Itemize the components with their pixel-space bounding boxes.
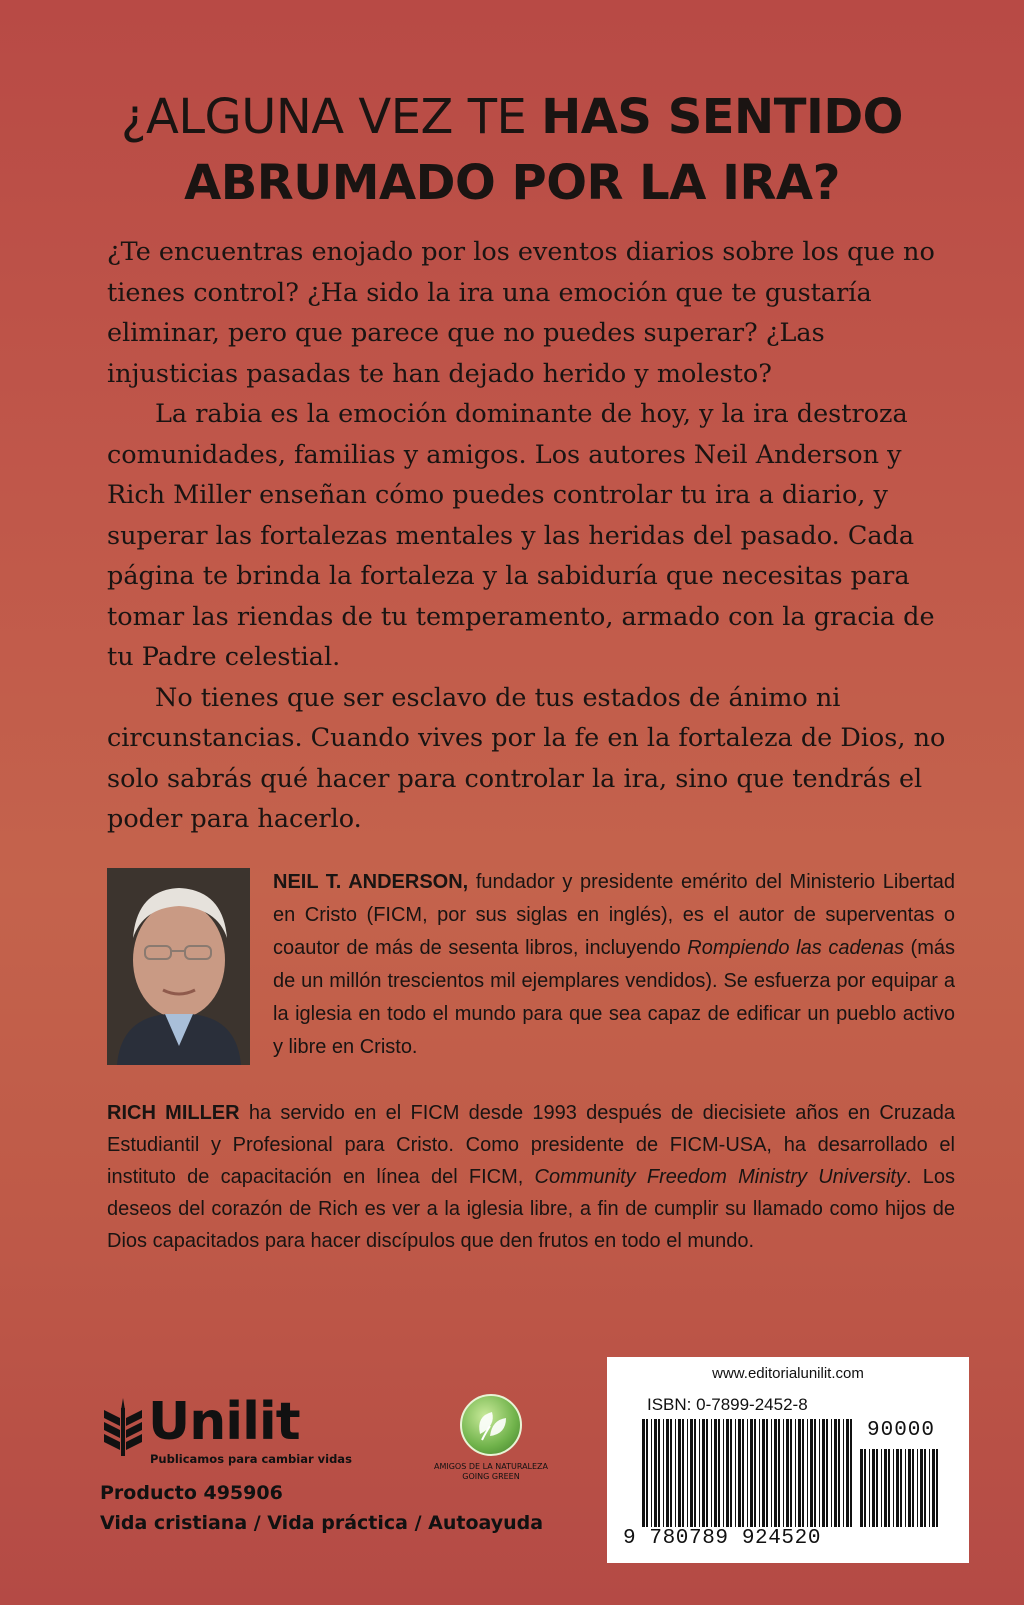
leaf-icon: [460, 1394, 522, 1456]
product-category: Vida cristiana / Vida práctica / Autoayuda: [100, 1512, 544, 1534]
headline-bold-text: HAS SENTIDO: [541, 89, 903, 145]
isbn-number: ISBN: 0-7899-2452-8: [647, 1395, 808, 1414]
barcode-addon-digits: 90000: [866, 1419, 935, 1442]
institute-name: Community Freedom Ministry University: [534, 1166, 906, 1188]
author-bio-rich-miller: [107, 1097, 955, 1257]
unilit-tagline: Publicamos para cambiar vidas: [150, 1452, 352, 1466]
headline-light-text: ¿ALGUNA VEZ TE: [121, 89, 542, 145]
product-code: Producto 495906: [100, 1482, 283, 1504]
synopsis-paragraph-2: La rabia es la emoción dominante de hoy, y la ira destroza comunidades, familias y amigos. Los autores Neil Anderson y Rich Miller enseñan cómo puedes controlar tu ira a diario, y superar las fortalezas mentales y las heridas del pasado. Cada página te brinda la fortaleza y la sabiduría que necesitas para tomar las riendas de tu temperamento, armado con la gracia de tu Padre celestial.: [107, 399, 935, 672]
unilit-logo: [100, 1392, 360, 1468]
author-name-rich-miller: RICH MILLER: [107, 1102, 240, 1124]
product-info: [100, 1478, 543, 1538]
ean-barcode: [640, 1419, 854, 1529]
addon-barcode: [858, 1449, 942, 1529]
author-portrait-image: [107, 868, 250, 1065]
ean-digits: 9 780789 924520: [623, 1527, 822, 1550]
synopsis-paragraph-1: ¿Te encuentras enojado por los eventos diarios sobre los que no tienes control? ¿Ha sido la ira una emoción que te gustaría eliminar, pero que parece que no puedes superar? ¿Las injusticias pasadas te han dejado herido y molesto?: [107, 237, 935, 389]
synopsis-paragraph-3: No tienes que ser esclavo de tus estados de ánimo ni circunstancias. Cuando vives por la fe en la fortaleza de Dios, no solo sabrás qué hacer para controlar la ira, sino que tendrás el poder para hacerlo.: [107, 682, 946, 834]
eco-badge-caption-1: AMIGOS DE LA NATURALEZA: [433, 1462, 548, 1471]
headline-line-2: ABRUMADO POR LA IRA?: [184, 155, 840, 211]
wheat-icon: [100, 1396, 146, 1458]
book-title: Rompiendo las cadenas: [687, 937, 904, 959]
unilit-wordmark: Unilit: [148, 1392, 300, 1452]
author-name-neil-anderson: NEIL T. ANDERSON,: [273, 871, 469, 893]
author-bio-text-a: fundador y presidente emérito del Ministerio Libertad en Cristo (FICM, por sus siglas en inglés), es el autor de superventas o coautor de más de sesenta libros, incluyendo: [273, 871, 955, 959]
headline-line-1: [0, 84, 1024, 150]
author-bio-neil-anderson: [273, 866, 955, 1064]
back-cover-headline: [0, 84, 1024, 216]
author2-bio-text-a: ha servido en el FICM desde 1993 después de diecisiete años en Cruzada Estudiantil y Profesional para Cristo. Como presidente de FICM-USA, ha desarrollado el instituto de capacitación en línea del FICM,: [107, 1102, 955, 1188]
eco-badge-caption-2: GOING GREEN: [462, 1472, 520, 1481]
author-bio-text-b: (más de un millón trescientos mil ejemplares vendidos). Se esfuerza por equipar a la iglesia en todo el mundo para que sea capaz de edificar un pueblo activo y libre en Cristo.: [273, 937, 956, 1058]
author-photo: [107, 868, 250, 1065]
author2-bio-text-b: . Los deseos del corazón de Rich es ver a la iglesia libre, a fin de cumplir su llamado como hijos de Dios capacitados para hacer discípulos que den frutos en todo el mundo.: [107, 1166, 956, 1252]
publisher-url: www.editorialunilit.com: [712, 1365, 864, 1382]
isbn-barcode-block: [607, 1357, 969, 1563]
eco-badge: [428, 1394, 554, 1484]
synopsis: [107, 232, 953, 840]
